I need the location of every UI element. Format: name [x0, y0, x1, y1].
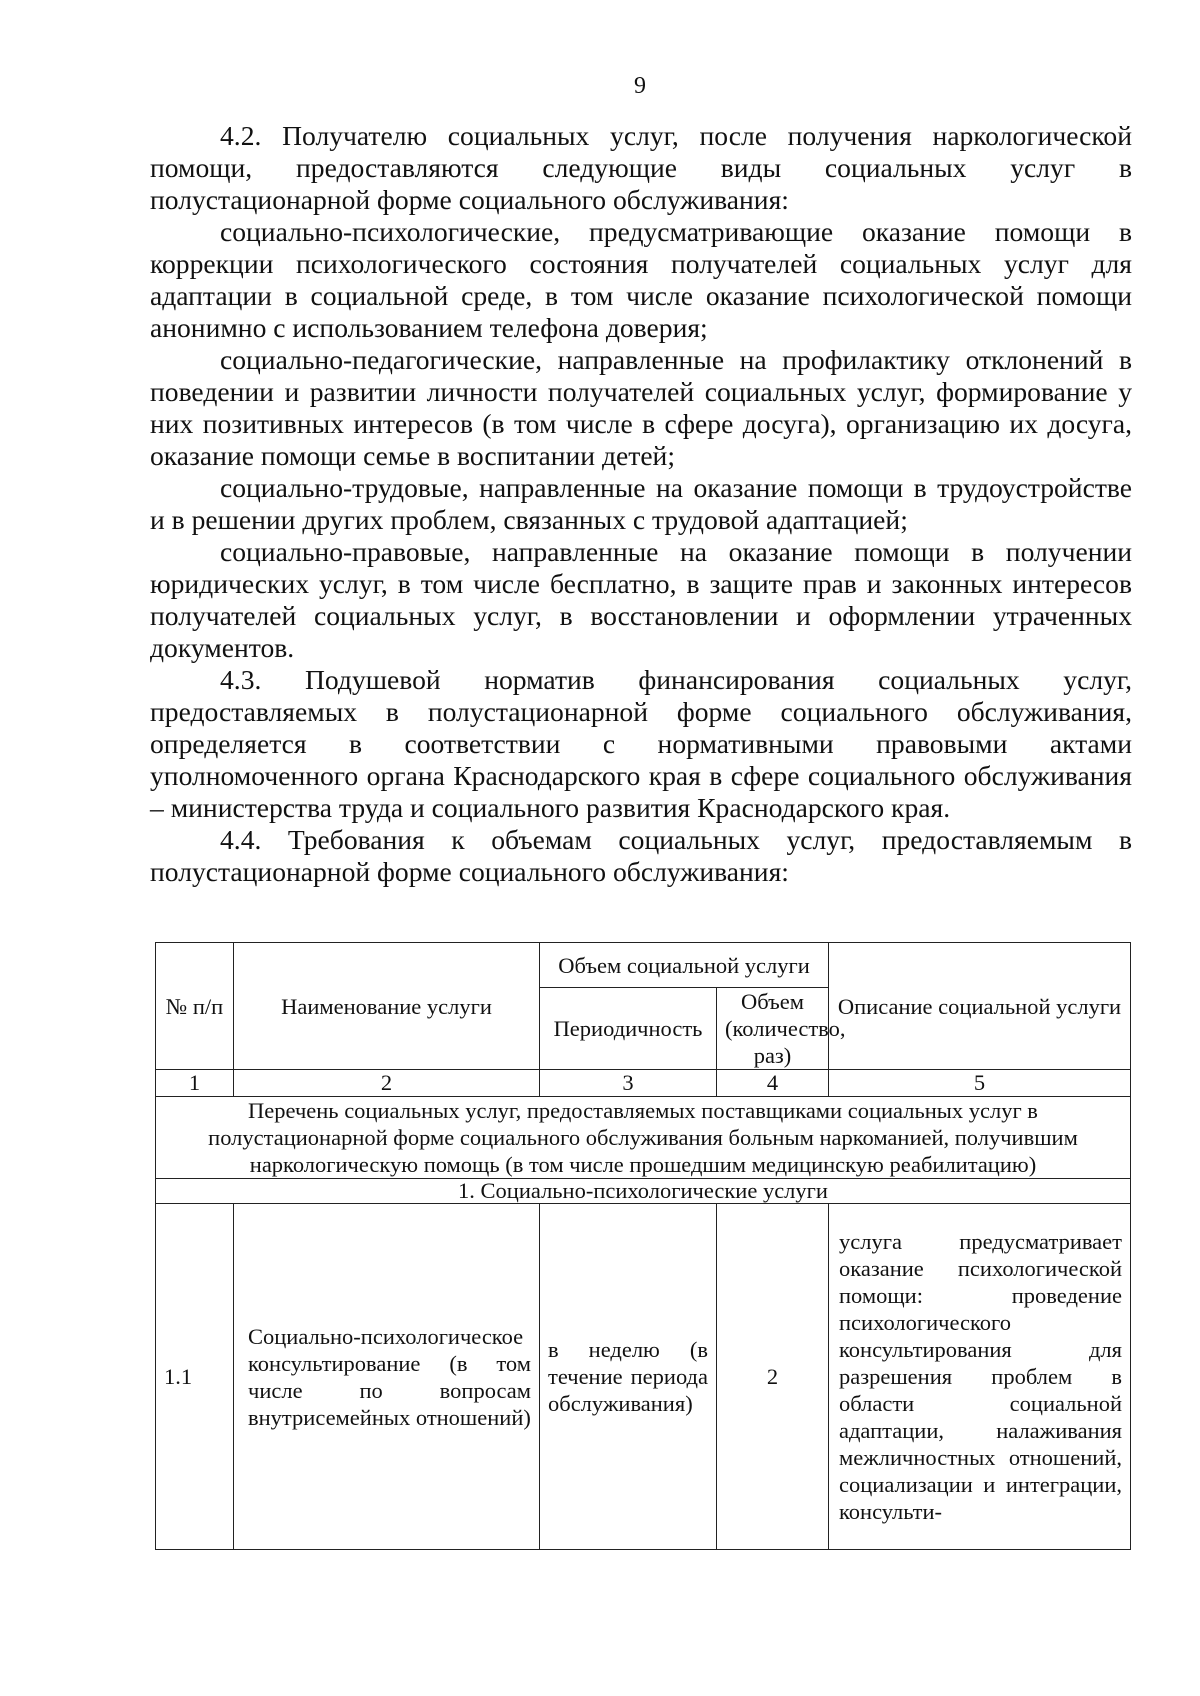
paragraph-pedagogical: социально-педагогические, направленные на профилактику отклонений в поведении и развитии личности получателей социальных услуг, формирование у них позитивных интересов (в том числе в сфере досуга), организацию их досуга, оказание помощи семье в воспитании детей;	[150, 344, 1132, 471]
paragraph-labor: социально-трудовые, направленные на оказание помощи в трудоустройстве и в решении других проблем, связанных с трудовой адаптацией;	[150, 472, 1132, 535]
header-num: № п/п	[156, 943, 234, 1070]
paragraph-psychological: социально-психологические, предусматривающие оказание помощи в коррекции психологического состояния получателей социальных услуг для адаптации в социальной среде, в том числе оказание психологической помощи анонимно с использованием телефона доверия;	[150, 216, 1132, 343]
paragraph-4-2: 4.2. Получателю социальных услуг, после получения наркологической помощи, предоставляются следующие виды социальных услуг в полустационарной форме социального обслуживания:	[150, 120, 1132, 215]
column-number: 3	[540, 1070, 717, 1097]
table-row	[156, 1204, 1131, 1550]
page-number: 9	[634, 73, 646, 99]
row-description: услуга предусматривает оказание психологической помощи: проведение психологического консультирования для разрешения проблем в области социальной адаптации, налаживания межличностных отношений, социализации и интеграции, консульти-	[829, 1204, 1131, 1550]
section-title: Перечень социальных услуг, предоставляемых поставщиками социальных услуг в полустационарной форме социального обслуживания больным наркоманией, получившим наркологическую помощь (в том числе прошедшим медицинскую реабилитацию)	[156, 1097, 1131, 1179]
header-volume-group: Объем социальной услуги	[540, 943, 829, 988]
paragraph-4-4: 4.4. Требования к объемам социальных услуг, предоставляемым в полустационарной форме социального обслуживания:	[150, 824, 1132, 887]
paragraph-4-3: 4.3. Подушевой норматив финансирования социальных услуг, предоставляемых в полустационарной форме социального обслуживания, определяется в соответствии с нормативными правовыми актами уполномоченного органа Краснодарского края в сфере социального обслуживания – министерства труда и социального развития Краснодарского края.	[150, 664, 1132, 823]
services-table	[155, 942, 1131, 1550]
header-description: Описание социальной услуги	[829, 943, 1131, 1070]
column-number: 4	[717, 1070, 829, 1097]
column-number: 5	[829, 1070, 1131, 1097]
section-title-row	[156, 1097, 1131, 1179]
table-header-row	[156, 943, 1131, 988]
header-volume: Объем (количество, раз)	[717, 988, 829, 1070]
group-title: 1. Социально-психологические услуги	[156, 1179, 1131, 1204]
row-periodicity: в неделю (в течение периода обслуживания)	[540, 1204, 717, 1550]
header-name: Наименование услуги	[234, 943, 540, 1070]
document-body	[150, 120, 1132, 888]
row-volume: 2	[717, 1204, 829, 1550]
header-periodicity: Периодичность	[540, 988, 717, 1070]
column-number: 1	[156, 1070, 234, 1097]
row-name: Социально-психологическое консультирование (в том числе по вопросам внутрисемейных отношений)	[234, 1204, 540, 1550]
group-title-row	[156, 1179, 1131, 1204]
paragraph-legal: социально-правовые, направленные на оказание помощи в получении юридических услуг, в том числе бесплатно, в защите прав и законных интересов получателей социальных услуг, в восстановлении и оформлении утраченных документов.	[150, 536, 1132, 663]
column-numbers-row	[156, 1070, 1131, 1097]
column-number: 2	[234, 1070, 540, 1097]
row-num: 1.1	[156, 1204, 234, 1550]
